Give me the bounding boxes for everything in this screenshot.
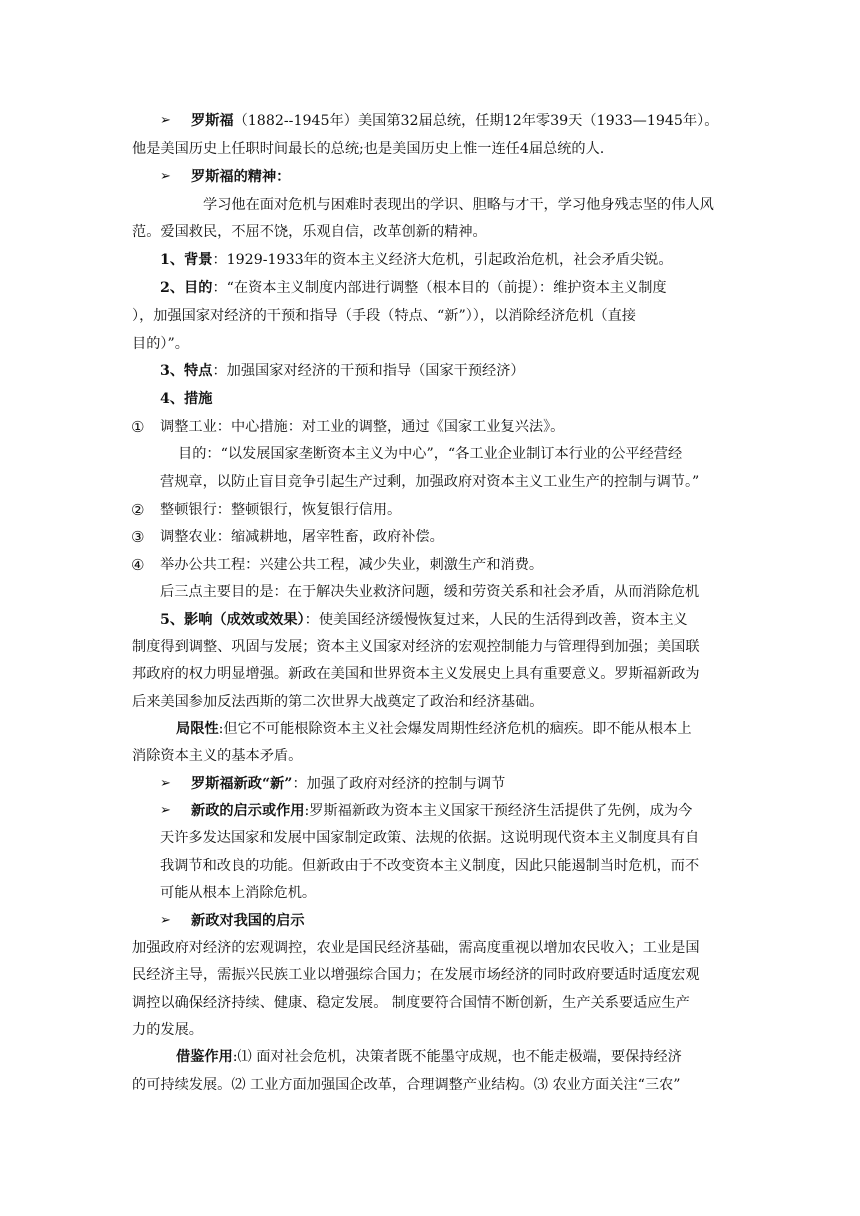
roosevelt-line-2: 他是美国历史上任职时间最长的总统;也是美国历史上惟一连任4届总统的人. bbox=[132, 141, 605, 157]
new-point-label: 罗斯福新政“新” bbox=[191, 776, 293, 792]
new-point-line bbox=[191, 774, 505, 794]
spirit-line-2: 范。爱国救民，不屈不饶，乐观自信，改革创新的精神。 bbox=[132, 224, 487, 240]
measure-industry-aim-2: 营规章，以防止盲目竞争引起生产过剩，加强政府对资本主义工业生产的控制与调节。” bbox=[160, 474, 700, 490]
impact-line-4: 后来美国参加反法西斯的第二次世界大战奠定了政治和经济基础。 bbox=[132, 694, 544, 710]
bullet-arrow-icon: ➢ bbox=[160, 776, 171, 791]
background-text: ：1929-1933年的资本主义经济大危机，引起政治危机，社会矛盾尖锐。 bbox=[212, 252, 673, 268]
purpose-line-1 bbox=[160, 278, 667, 298]
measure-agriculture: 调整农业：缩减耕地，屠宰牲畜，政府补偿。 bbox=[160, 529, 444, 545]
list-marker-3: ③ bbox=[131, 528, 145, 546]
enlighten-line-3: 我调节和改良的功能。但新政由于不改变资本主义制度，因此只能遏制当时危机，而不 bbox=[160, 858, 700, 874]
reference-text-1: :⑴ 面对社会危机，决策者既不能墨守成规，也不能走极端，要保持经济 bbox=[232, 1049, 682, 1065]
bullet-arrow-icon: ➢ bbox=[160, 803, 171, 818]
impact-line-2: 制度得到调整、巩固与发展；资本主义国家对经济的宏观控制能力与管理得到加强；美国联 bbox=[132, 639, 700, 655]
impact-text-1: ：使美国经济缓慢恢复过来，人民的生活得到改善，资本主义 bbox=[304, 612, 688, 628]
china-line-2: 民经济主导，需振兴民族工业以增强综合国力；在发展市场经济的同时政府要适时适度宏观 bbox=[132, 967, 700, 983]
list-marker-1: ① bbox=[131, 418, 145, 436]
bullet-arrow-icon: ➢ bbox=[160, 913, 171, 928]
impact-label: 5、影响（成效或效果） bbox=[160, 612, 305, 628]
roosevelt-name: 罗斯福 bbox=[191, 113, 234, 129]
bullet-arrow-icon: ➢ bbox=[160, 113, 171, 128]
reference-line-1 bbox=[176, 1047, 682, 1067]
measure-public-works: 举办公共工程：兴建公共工程，减少失业，刺激生产和消费。 bbox=[160, 557, 544, 573]
limitation-text-1: :但它不可能根除资本主义社会爆发周期性经济危机的痼疾。即不能从根本上 bbox=[218, 721, 692, 737]
impact-line-1 bbox=[160, 610, 688, 630]
background-label: 1、背景 bbox=[160, 252, 213, 268]
china-heading: 新政对我国的启示 bbox=[191, 913, 305, 929]
background-line bbox=[160, 250, 673, 270]
list-marker-4: ④ bbox=[131, 556, 145, 574]
measures-heading: 4、措施 bbox=[160, 391, 213, 407]
china-line-4: 力的发展。 bbox=[132, 1022, 203, 1038]
measure-industry-aim-1: 目的：“以发展国家垄断资本主义为中心”，“各工业企业制订本行业的公平经营经 bbox=[178, 446, 683, 462]
purpose-line-2: ），加强国家对经济的干预和指导（手段（特点、“新”）），以消除经济危机（直接 bbox=[132, 308, 636, 324]
purpose-text-1: ：“在资本主义制度内部进行调整（根本目的（前提）：维护资本主义制度 bbox=[212, 280, 667, 296]
purpose-label: 2、目的 bbox=[160, 280, 213, 296]
impact-line-3: 邦政府的权力明显增强。新政在美国和世界资本主义发展史上具有重要意义。罗斯福新政为 bbox=[132, 666, 700, 682]
spirit-heading: 罗斯福的精神： bbox=[191, 169, 291, 185]
china-line-1: 加强政府对经济的宏观调控，农业是国民经济基础，需高度重视以增加农民收入；工业是国 bbox=[132, 940, 700, 956]
measure-banking: 整顿银行：整顿银行，恢复银行信用。 bbox=[160, 502, 402, 518]
reference-label: 借鉴作用 bbox=[176, 1049, 233, 1065]
limitation-label: 局限性 bbox=[176, 721, 219, 737]
purpose-line-3: 目的）”。 bbox=[132, 336, 189, 352]
roosevelt-line-1 bbox=[191, 111, 718, 131]
new-point-text: ：加强了政府对经济的控制与调节 bbox=[292, 776, 506, 792]
spirit-line-1: 学习他在面对危机与困难时表现出的学识、胆略与才干，学习他身残志坚的伟人风 bbox=[203, 197, 714, 213]
feature-text: ：加强国家对经济的干预和指导（国家干预经济） bbox=[212, 363, 525, 379]
reference-line-2: 的可持续发展。⑵ 工业方面加强国企改革，合理调整产业结构。⑶ 农业方面关注“三农” bbox=[132, 1077, 681, 1093]
feature-label: 3、特点 bbox=[160, 363, 213, 379]
measure-industry: 调整工业：中心措施：对工业的调整，通过《国家工业复兴法》。 bbox=[160, 419, 565, 435]
feature-line bbox=[160, 361, 525, 381]
roosevelt-bio: （1882--1945年）美国第32届总统，任期12年零39天（1933—1945年）。 bbox=[233, 113, 719, 129]
bullet-arrow-icon: ➢ bbox=[160, 169, 171, 184]
limitation-line-1 bbox=[176, 719, 692, 739]
measures-summary: 后三点主要目的是：在于解决失业救济问题，缓和劳资关系和社会矛盾，从而消除危机 bbox=[160, 584, 700, 600]
limitation-line-2: 消除资本主义的基本矛盾。 bbox=[132, 748, 303, 764]
enlighten-line-2: 天许多发达国家和发展中国家制定政策、法规的依据。这说明现代资本主义制度具有自 bbox=[160, 830, 700, 846]
enlighten-line-1 bbox=[191, 801, 692, 821]
enlighten-line-4: 可能从根本上消除危机。 bbox=[160, 885, 317, 901]
enlighten-text-1: :罗斯福新政为资本主义国家干预经济生活提供了先例，成为今 bbox=[304, 803, 693, 819]
enlighten-label: 新政的启示或作用 bbox=[191, 803, 305, 819]
china-line-3: 调控以确保经济持续、健康、稳定发展。 制度要符合国情不断创新，生产关系要适应生产 bbox=[132, 995, 690, 1011]
list-marker-2: ② bbox=[131, 501, 145, 519]
